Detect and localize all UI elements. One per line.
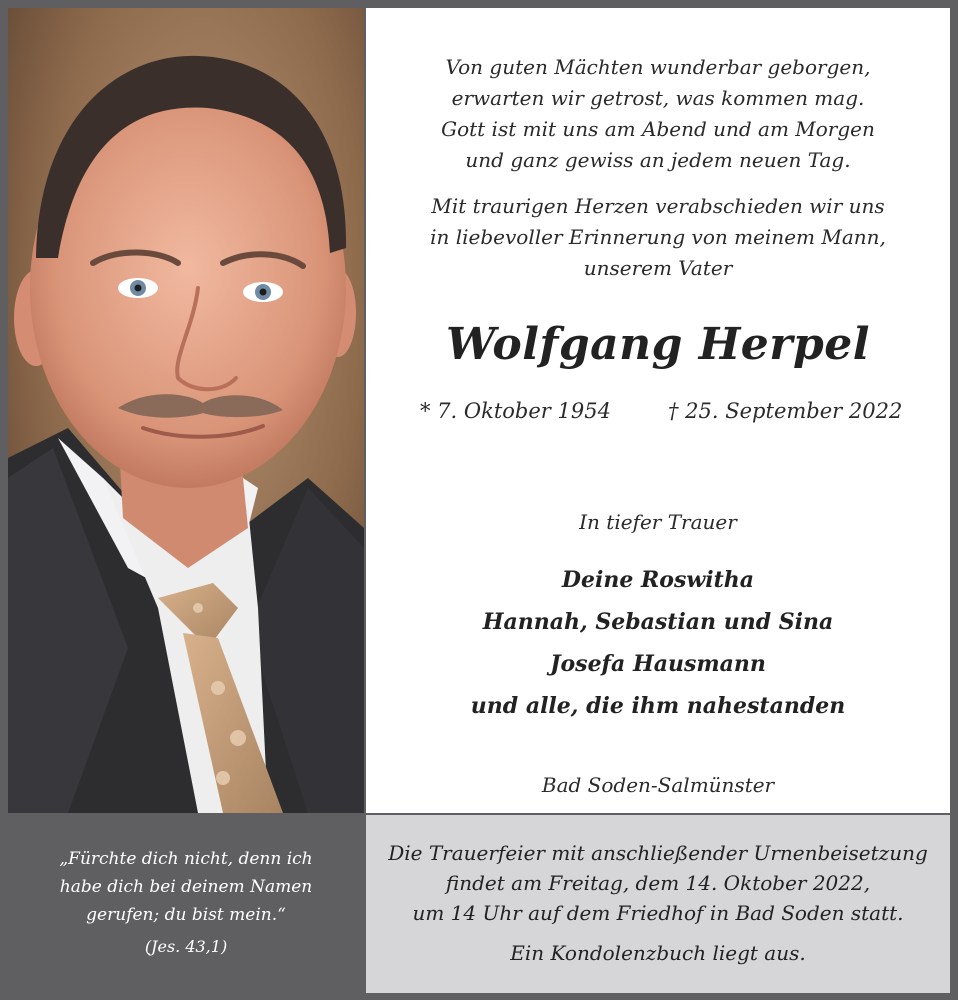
quote-source: (Jes. 43,1)	[144, 937, 228, 956]
family-member: Hannah, Sebastian und Sina	[482, 609, 834, 635]
quote-line: habe dich bei deinem Namen	[59, 877, 313, 897]
location: Bad Soden-Salmünster	[541, 773, 775, 797]
family-list	[366, 559, 950, 727]
family-member: Deine Roswitha	[561, 567, 755, 593]
farewell-line: unserem Vater	[583, 256, 733, 280]
birth-date: * 7. Oktober 1954	[420, 399, 611, 423]
poem	[366, 52, 950, 176]
quote-line: „Fürchte dich nicht, denn ich	[59, 849, 313, 869]
deceased-name: Wolfgang Herpel	[446, 319, 870, 370]
obituary-main-panel	[366, 8, 950, 813]
poem-line: Von guten Mächten wunderbar geborgen,	[445, 55, 871, 79]
bible-quote	[8, 845, 364, 929]
service-details	[366, 838, 950, 928]
poem-line: Gott ist mit uns am Abend und am Morgen	[441, 117, 875, 141]
farewell-line: Mit traurigen Herzen verabschieden wir uns	[431, 194, 885, 218]
quote-line: gerufen; du bist mein.“	[86, 905, 286, 925]
poem-line: erwarten wir getrost, was kommen mag.	[451, 86, 865, 110]
service-line: findet am Freitag, dem 14. Oktober 2022,	[445, 871, 871, 895]
condolence-note: Ein Kondolenzbuch liegt aus.	[510, 941, 806, 965]
farewell-line: in liebevoller Erinnerung von meinem Mann,	[430, 225, 886, 249]
family-member: und alle, die ihm nahestanden	[470, 693, 846, 719]
mourning-intro: In tiefer Trauer	[579, 510, 737, 534]
service-line: Die Trauerfeier mit anschließender Urnenbeisetzung	[388, 841, 928, 865]
family-member: Josefa Hausmann	[550, 651, 766, 677]
bible-quote-panel	[8, 815, 364, 993]
portrait-photo	[8, 8, 364, 813]
death-date: † 25. September 2022	[668, 399, 903, 423]
farewell-text	[366, 191, 950, 284]
poem-line: und ganz gewiss an jedem neuen Tag.	[465, 148, 851, 172]
funeral-service-panel	[366, 815, 950, 993]
portrait-illustration	[8, 8, 364, 813]
service-line: um 14 Uhr auf dem Friedhof in Bad Soden statt.	[412, 901, 904, 925]
